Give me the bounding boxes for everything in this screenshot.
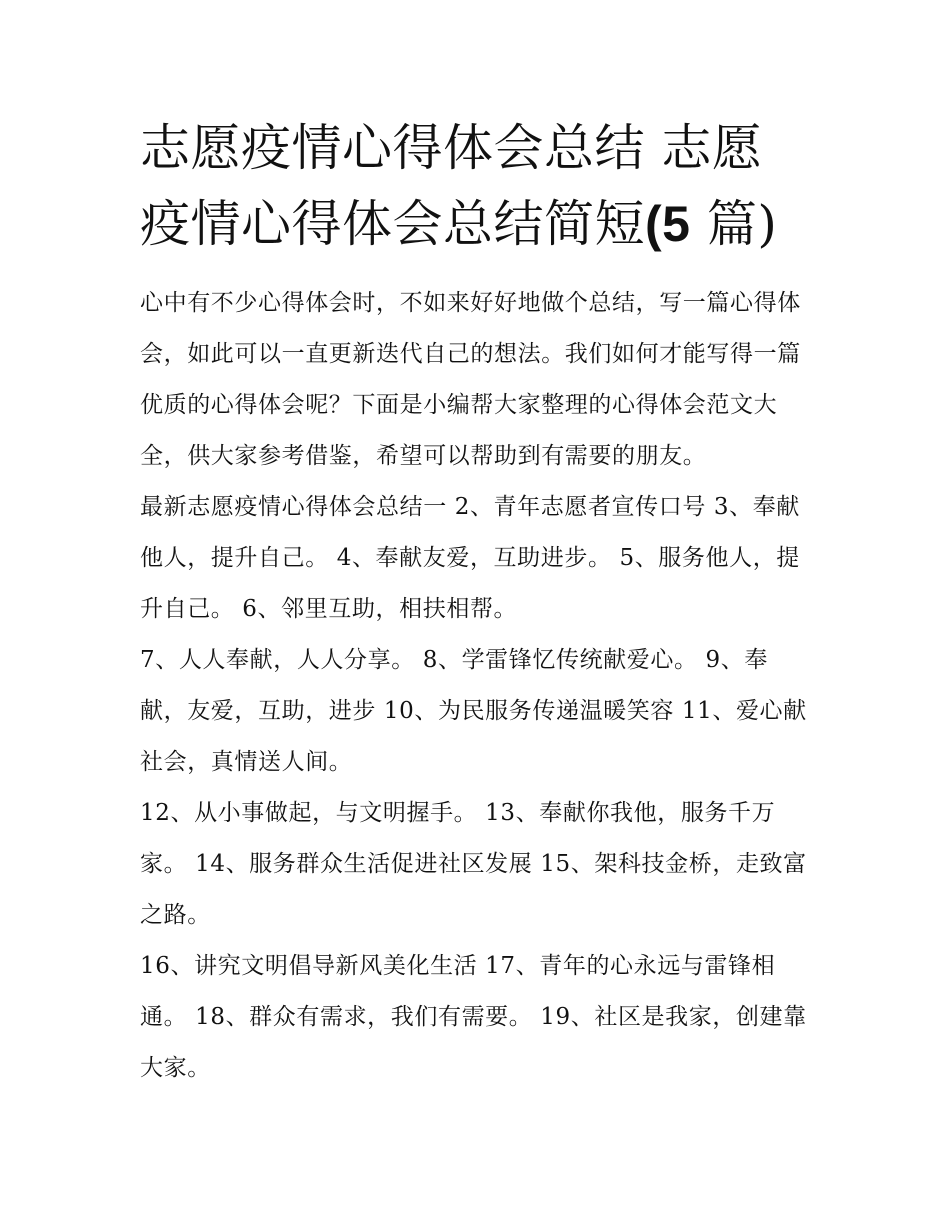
body-paragraph: 12、从小事做起，与文明握手。 13、奉献你我他，服务千万家。 14、服务群众生活促进社区发展 15、架科技金桥，走致富之路。 — [140, 800, 807, 928]
title-suffix: 篇) — [690, 195, 778, 253]
title-count: (5 — [645, 196, 691, 252]
document-page — [140, 110, 812, 1094]
body-paragraph: 16、讲究文明倡导新风美化生活 17、青年的心永远与雷锋相通。 18、群众有需求，我们有需要。 19、社区是我家，创建靠大家。 — [140, 953, 807, 1081]
title-text: 志愿疫情心得体会总结 志愿疫情心得体会总结简短 — [140, 119, 763, 253]
document-title — [140, 110, 812, 262]
body-paragraph: 7、人人奉献，人人分享。 8、学雷锋忆传统献爱心。 9、奉献，友爱，互助，进步 10、为民服务传递温暖笑容 11、爱心献社会，真情送人间。 — [140, 647, 807, 775]
intro-paragraph: 心中有不少心得体会时，不如来好好地做个总结，写一篇心得体会，如此可以一直更新迭代自己的想法。我们如何才能写得一篇优质的心得体会呢？下面是小编帮大家整理的心得体会范文大全，供大家参考借鉴，希望可以帮助到有需要的朋友。 — [140, 290, 801, 469]
body-paragraph: 最新志愿疫情心得体会总结一 2、青年志愿者宣传口号 3、奉献他人，提升自己。 4、奉献友爱，互助进步。 5、服务他人，提升自己。 6、邻里互助，相扶相帮。 — [140, 494, 800, 622]
